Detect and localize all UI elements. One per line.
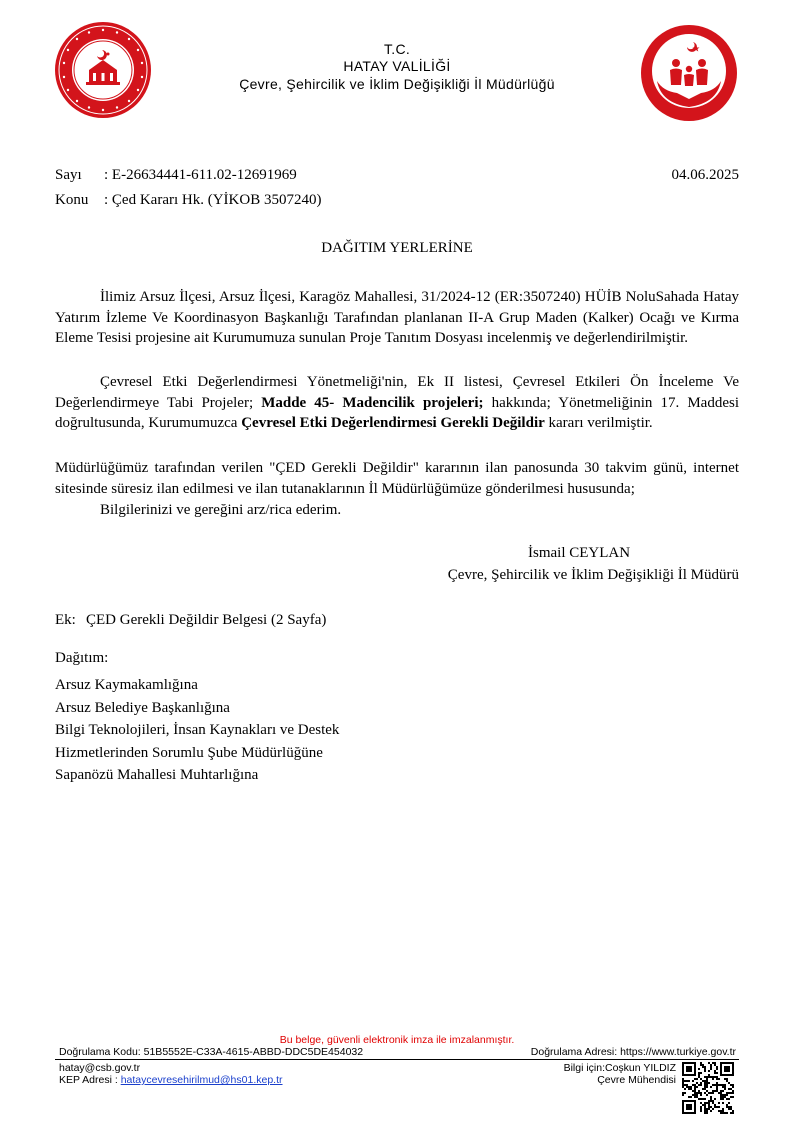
sayi-value: : E-26634441-611.02-12691969 <box>104 167 297 183</box>
verification-code: Doğrulama Kodu: 51B5552E-C33A-4615-ABBD-DDC5DE454032 <box>59 1046 364 1058</box>
kep-link[interactable]: hataycevresehirilmud@hs01.kep.tr <box>120 1074 283 1086</box>
distribution-item: Hizmetlerinden Sorumlu Şube Müdürlüğüne <box>55 744 323 761</box>
distribution-item: Bilgi Teknolojileri, İnsan Kaynakları ve Destek <box>55 722 340 738</box>
p2-bold-decision: Çevresel Etki Değerlendirmesi Gerekli Değildir <box>241 415 545 431</box>
body-paragraph-3: Müdürlüğümüz tarafından verilen "ÇED Gerekli Değildir" kararının ilan panosunda 30 takvim günü, internet sitesinde süresiz ilan edilmesi ve ilan tutanaklarının İl Müdürlüğümüze gönderilmesi hususunda; <box>55 460 739 497</box>
attachment-label: Ek: <box>55 612 76 628</box>
body-paragraph-1: İlimiz Arsuz İlçesi, Arsuz İlçesi, Karagöz Mahallesi, 31/2024-12 (ER:3507240) HÜİB NoluSahada Hatay Yatırım İzleme Ve Koordinasyon Başkanlığı Tarafından planlanan II-A Grup Maden (Kalker) Ocağı ve Kırma Eleme Tesisi projesine ait Kurumumuza sunulan Proje Tanıtım Dosyası incelenmiş ve değerlendirilmiştir. <box>55 289 739 346</box>
document-date: 04.06.2025 <box>671 167 739 183</box>
distribution-item: Sapanözü Mahallesi Muhtarlığına <box>55 767 259 783</box>
footer-info-title: Çevre Mühendisi <box>597 1074 676 1086</box>
attachment-value: ÇED Gerekli Değildir Belgesi (2 Sayfa) <box>86 612 327 628</box>
addressee: DAĞITIM YERLERİNE <box>321 240 473 256</box>
footer-kep <box>59 1074 283 1086</box>
body-paragraph-2 <box>55 372 739 434</box>
p2-text-c: kararı verilmiştir. <box>544 415 653 431</box>
esign-notice: Bu belge, güvenli elektronik imza ile imzalanmıştır. <box>279 1034 515 1046</box>
qr-code <box>682 1062 734 1114</box>
footer-divider <box>55 1059 739 1060</box>
distribution-list <box>55 674 339 787</box>
verification-address: Doğrulama Adresi: https://www.turkiye.gov.tr <box>530 1046 736 1058</box>
kep-label: KEP Adresi : <box>59 1074 121 1086</box>
distribution-label: Dağıtım: <box>55 650 109 666</box>
footer-info-for: Bilgi için:Coşkun YILDIZ <box>563 1062 676 1074</box>
sayi-label: Sayı <box>55 167 82 183</box>
signatory-name: İsmail CEYLAN <box>528 545 631 561</box>
distribution-item: Arsuz Belediye Başkanlığına <box>55 699 230 716</box>
body-paragraph-4: Bilgilerinizi ve gereğini arz/rica ederim. <box>100 502 342 518</box>
footer-email: hatay@csb.gov.tr <box>59 1062 141 1074</box>
p2-text-b: hakkında; Yönetmeliğinin 17. Maddesi doğrultusunda, Kurumumuzca <box>55 394 740 431</box>
distribution-item: Arsuz Kaymakamlığına <box>55 677 198 693</box>
signatory-title: Çevre, Şehircilik ve İklim Değişikliği İl Müdürü <box>447 567 739 583</box>
header-tc: T.C. <box>383 41 411 57</box>
header-governorship: HATAY VALİLİĞİ <box>343 58 451 74</box>
p2-text-a: Çevresel Etki Değerlendirmesi Yönetmeliği'nin, Ek II listesi, Çevresel Etkileri Ön İnceleme Ve Değerlendirmeye Tabi Projeler; <box>55 374 739 411</box>
konu-label: Konu <box>55 192 89 208</box>
header-directorate: Çevre, Şehircilik ve İklim Değişikliği İl Müdürlüğü <box>239 76 555 92</box>
p2-bold-article: Madde 45- Madencilik projeleri; <box>261 394 484 411</box>
konu-value: : Çed Kararı Hk. (YİKOB 3507240) <box>104 192 322 208</box>
family-year-logo <box>639 23 739 123</box>
